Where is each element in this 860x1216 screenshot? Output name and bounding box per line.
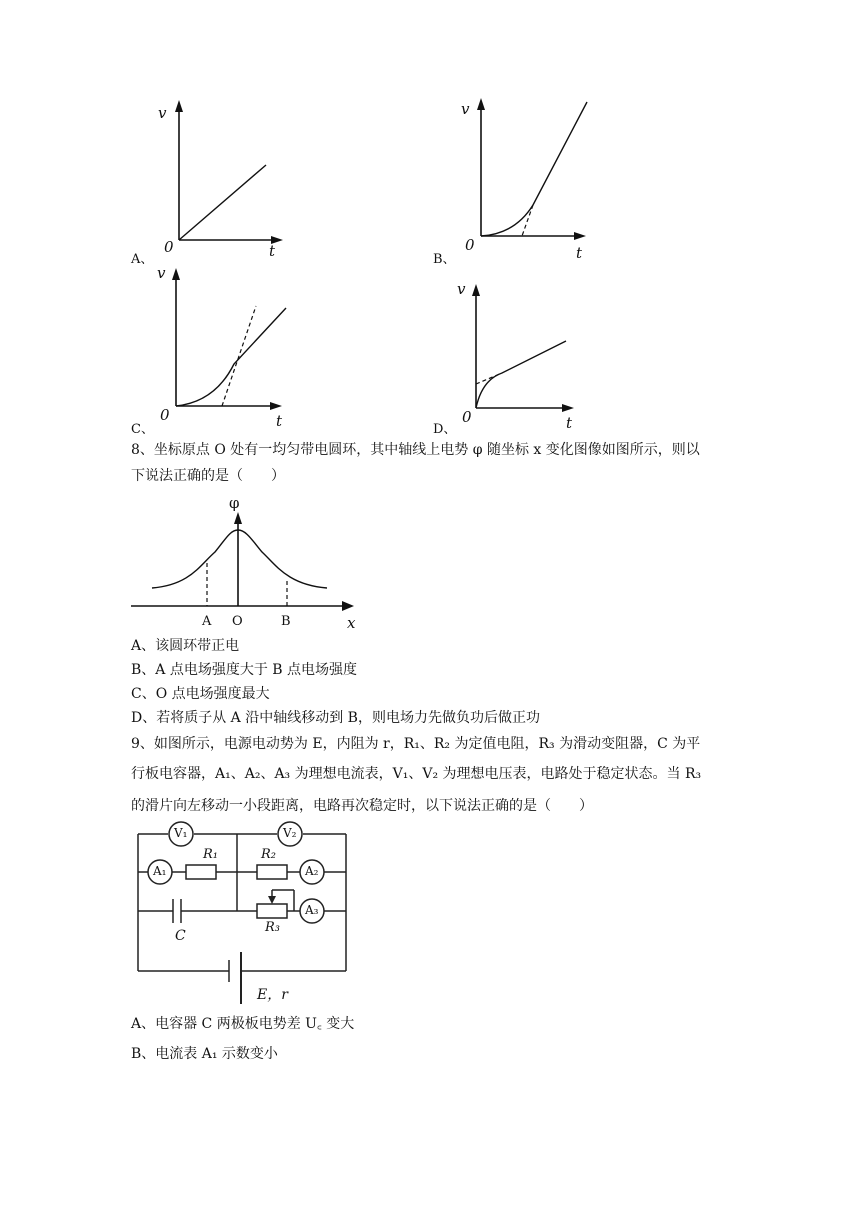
q8-option-d: D、若将质子从 A 沿中轴线移动到 B，则电场力先做负功后做正功 <box>131 710 540 726</box>
q8-graph-tick-o: O <box>232 614 243 629</box>
graph-a-x-label: t <box>269 242 276 260</box>
q8-stem-line1: 8、坐标原点 O 处有一均匀带电圆环，其中轴线上电势 φ 随坐标 x 变化图像如图所示，则以 <box>131 442 700 458</box>
graph-c-origin: 0 <box>160 406 170 424</box>
q8-graph-tick-a: A <box>202 614 212 629</box>
graph-b-x-label: t <box>576 244 583 262</box>
resistor-r2-label: R₂ <box>261 847 276 862</box>
graph-a-origin: 0 <box>164 238 174 256</box>
graph-c-option: C、 <box>131 422 154 437</box>
q8-stem-line2: 下说法正确的是（ ） <box>131 468 285 484</box>
q8-graph-x-label: x <box>347 614 356 632</box>
resistor-r3-label: R₃ <box>265 920 280 935</box>
graph-d-origin: 0 <box>462 408 472 426</box>
graph-a-option: A、 <box>131 252 154 267</box>
meter-v2-label: V₂ <box>283 826 297 840</box>
q8-option-c: C、O 点电场强度最大 <box>131 686 270 702</box>
graph-b-origin: 0 <box>465 236 475 254</box>
meter-a1-label: A₁ <box>153 864 167 878</box>
graph-c-y-label: v <box>157 264 166 282</box>
graph-b-y-label: v <box>461 100 470 118</box>
q9-stem-line3: 的滑片向左移动一小段距离，电路再次稳定时，以下说法正确的是（ ） <box>131 798 593 814</box>
meter-v1-label: V₁ <box>174 826 188 840</box>
q8-option-b: B、A 点电场强度大于 B 点电场强度 <box>131 662 358 678</box>
q9-option-b: B、电流表 A₁ 示数变小 <box>131 1046 278 1062</box>
graph-d-x-label: t <box>566 414 573 432</box>
graph-c-x-label: t <box>276 412 283 430</box>
graph-b-option: B、 <box>433 252 456 267</box>
meter-a3-label: A₃ <box>305 903 319 917</box>
graph-a-y-label: v <box>158 104 167 122</box>
meter-a2-label: A₂ <box>305 864 319 878</box>
source-label: E，r <box>257 987 288 1003</box>
q8-graph-y-label: φ <box>229 494 240 512</box>
capacitor-label: C <box>175 928 186 944</box>
q9-option-a: A、电容器 C 两极板电势差 U꜀ 变大 <box>131 1016 355 1032</box>
q9-stem-line2: 行板电容器，A₁、A₂、A₃ 为理想电流表，V₁、V₂ 为理想电压表，电路处于稳定状态。当 R₃ <box>131 766 702 782</box>
graph-d-y-label: v <box>457 280 466 298</box>
resistor-r1-label: R₁ <box>203 847 218 862</box>
q8-graph-tick-b: B <box>281 614 291 629</box>
graph-d-option: D、 <box>433 422 457 437</box>
q8-option-a: A、该圆环带正电 <box>131 638 240 654</box>
q9-stem-line1: 9、如图所示，电源电动势为 E，内阻为 r，R₁、R₂ 为定值电阻，R₃ 为滑动变阻器，C 为平 <box>131 736 701 752</box>
